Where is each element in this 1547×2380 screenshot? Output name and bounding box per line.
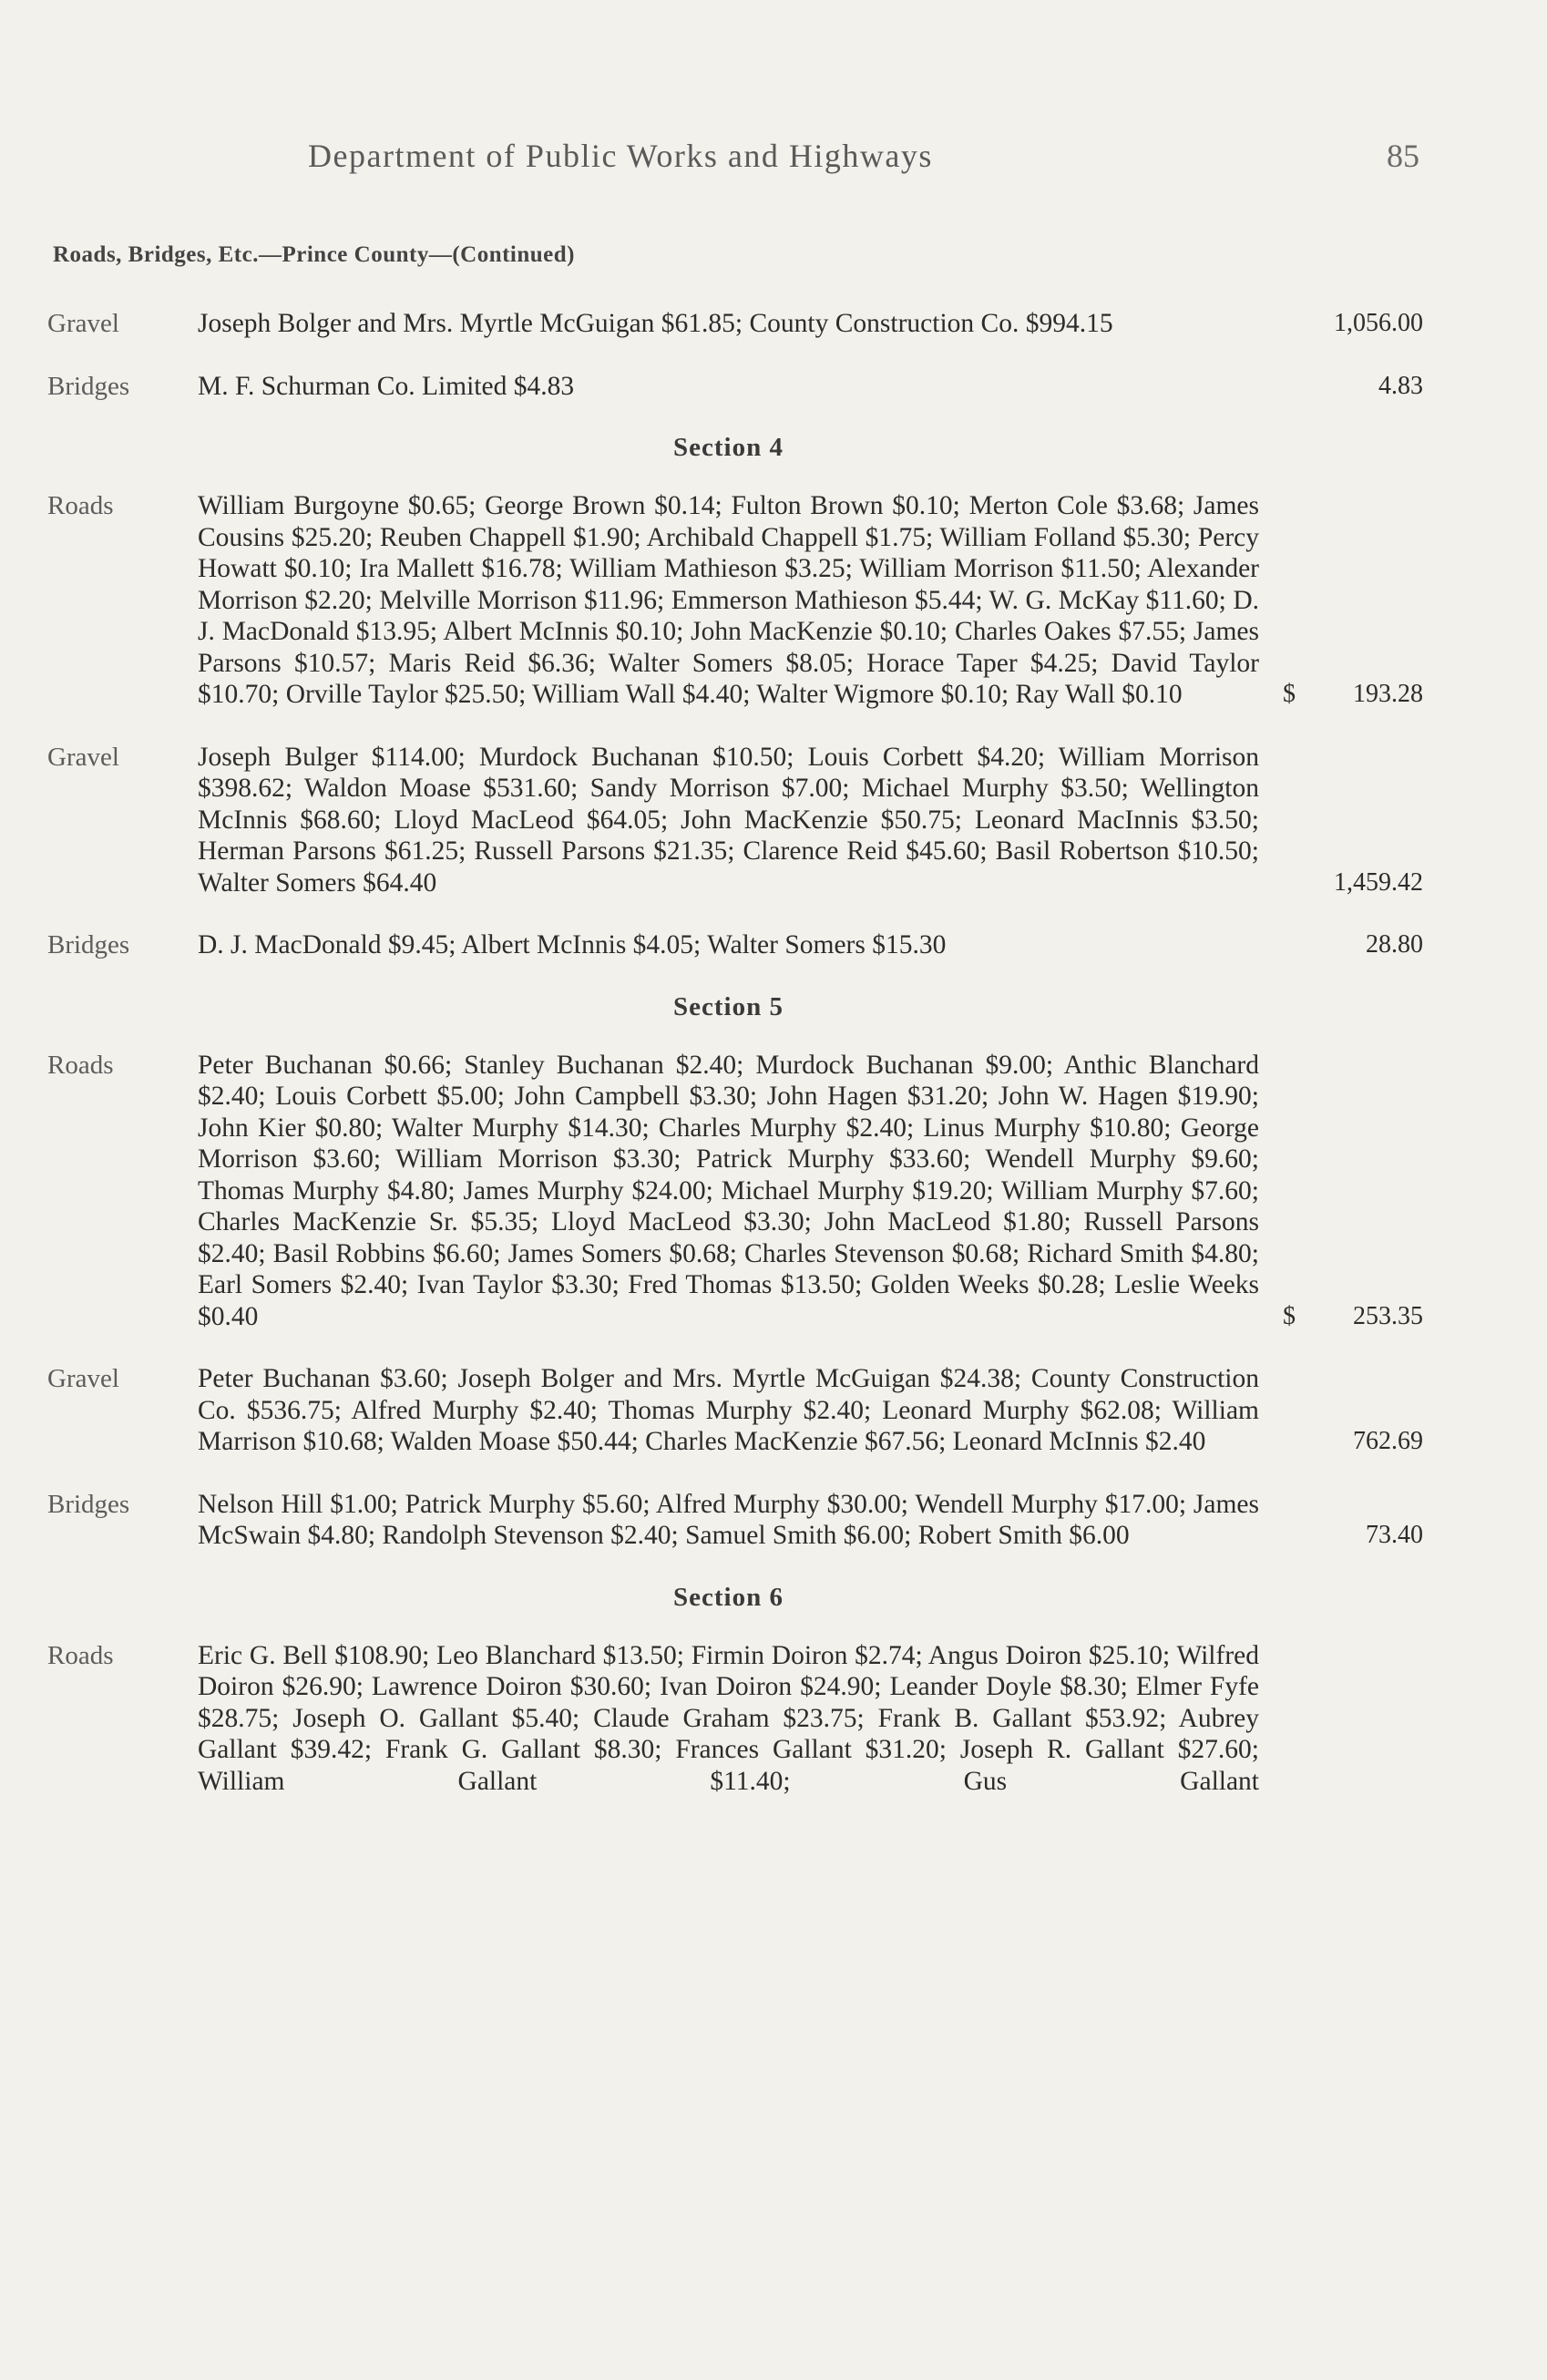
- ledger-content: [47, 308, 1423, 1828]
- entry-amount: 73.40: [1366, 1521, 1423, 1549]
- entry-amount: 193.28: [1353, 680, 1423, 708]
- section-heading: Section 5: [673, 991, 784, 1021]
- entry-payees: William Burgoyne $0.65; George Brown $0.14; Fulton Brown $0.10; Merton Cole $3.68; James Cousins $25.20; Reuben Chappell $1.90; Archibald Chappell $1.75; William Folland $5.30; Percy Howatt $0.10; Ira Mallett $16.78; William Mathieson $3.25; William Morrison $11.50; Alexander Morrison $2.20; Melville Morrison $11.96; Emmerson Mathieson $5.44; W. G. McKay $11.60; D. J. MacDonald $13.95; Albert McInnis $0.10; John MacKenzie $0.10; Charles Oakes $7.55; James Parsons $10.57; Maris Reid $6.36; Walter Somers $8.05; Horace Taper $4.25; David Taylor $10.70; Orville Taylor $25.50; William Wall $4.40; Walter Wigmore $0.10; Ray Wall $0.10: [198, 491, 1259, 709]
- entry-payees: D. J. MacDonald $9.45; Albert McInnis $4.05; Walter Somers $15.30: [198, 930, 947, 959]
- entry-category: Bridges: [47, 371, 130, 401]
- entry-payees: Joseph Bulger $114.00; Murdock Buchanan $10.50; Louis Corbett $4.20; William Morrison $398.62; Waldon Moase $531.60; Sandy Morrison $7.00; Michael Murphy $3.50; Wellington McInnis $68.60; Lloyd MacLeod $64.05; John MacKenzie $50.75; Leonard MacInnis $3.50; Herman Parsons $61.25; Russell Parsons $21.35; Clarence Reid $45.60; Basil Robertson $10.50; Walter Somers $64.40: [198, 742, 1259, 898]
- entry-category: Gravel: [47, 1364, 119, 1393]
- entry-payees: Joseph Bolger and Mrs. Myrtle McGuigan $61.85; County Construction Co. $994.15: [198, 309, 1113, 338]
- entry-category: Roads: [47, 1640, 114, 1670]
- dollar-sign: $: [1283, 1301, 1296, 1330]
- ledger-entry: [47, 1050, 1423, 1333]
- entry-payees: Eric G. Bell $108.90; Leo Blanchard $13.50; Firmin Doiron $2.74; Angus Doiron $25.10; Wilfred Doiron $26.90; Lawrence Doiron $30.60; Ivan Doiron $24.90; Leander Doyle $8.30; Elmer Fyfe $28.75; Joseph O. Gallant $5.40; Claude Graham $23.75; Frank B. Gallant $53.92; Aubrey Gallant $39.42; Frank G. Gallant $8.30; Frances Gallant $31.20; Joseph R. Gallant $27.60; William Gallant $11.40; Gus Gallant: [198, 1640, 1259, 1796]
- running-title: Department of Public Works and Highways: [308, 138, 933, 174]
- entry-amount: 762.69: [1353, 1427, 1423, 1455]
- ledger-entry: [47, 1640, 1423, 1798]
- ledger-entry: [47, 742, 1423, 899]
- entry-amount: 1,056.00: [1334, 309, 1423, 337]
- section-heading: Section 4: [673, 433, 784, 462]
- page-header: [308, 137, 1419, 191]
- entry-amount: 4.83: [1378, 371, 1423, 400]
- page-number: 85: [1387, 138, 1419, 174]
- entry-amount: 253.35: [1353, 1301, 1423, 1330]
- entry-payees: Peter Buchanan $3.60; Joseph Bolger and Mrs. Myrtle McGuigan $24.38; County Construction Co. $536.75; Alfred Murphy $2.40; Thomas Murphy $2.40; Leonard Murphy $62.08; William Marrison $10.68; Walden Moase $50.44; Charles MacKenzie $67.56; Leonard McInnis $2.40: [198, 1364, 1259, 1456]
- entry-category: Bridges: [47, 930, 130, 959]
- entry-category: Bridges: [47, 1489, 130, 1519]
- ledger-entry: [47, 308, 1423, 340]
- entry-payees: Peter Buchanan $0.66; Stanley Buchanan $2.40; Murdock Buchanan $9.00; Anthic Blanchard $2.40; Louis Corbett $5.00; John Campbell $3.30; John Hagen $31.20; John W. Hagen $19.90; John Kier $0.80; Walter Murphy $14.30; Charles Murphy $2.40; Linus Murphy $10.80; George Morrison $3.60; William Morrison $3.30; Patrick Murphy $33.60; Wendell Murphy $9.60; Thomas Murphy $4.80; James Murphy $24.00; Michael Murphy $19.20; William Murphy $7.60; Charles MacKenzie Sr. $5.35; Lloyd MacLeod $3.30; John MacLeod $1.80; Russell Parsons $2.40; Basil Robbins $6.60; James Somers $0.68; Charles Stevenson $0.68; Richard Smith $4.80; Earl Somers $2.40; Ivan Taylor $3.30; Fred Thomas $13.50; Golden Weeks $0.28; Leslie Weeks $0.40: [198, 1050, 1259, 1331]
- section-subheading: Roads, Bridges, Etc.—Prince County—(Continued): [53, 242, 576, 267]
- entry-payees: M. F. Schurman Co. Limited $4.83: [198, 371, 575, 401]
- entry-category: Roads: [47, 1050, 114, 1080]
- ledger-entry: [47, 1363, 1423, 1458]
- ledger-entry: [47, 929, 1423, 961]
- entry-amount: 28.80: [1366, 930, 1423, 959]
- entry-category: Gravel: [47, 309, 119, 338]
- entry-amount: 1,459.42: [1334, 867, 1423, 897]
- dollar-sign: $: [1283, 680, 1296, 708]
- ledger-entry: [47, 371, 1423, 403]
- entry-category: Roads: [47, 491, 114, 520]
- ledger-entry: [47, 490, 1423, 711]
- section-heading: Section 6: [673, 1582, 784, 1612]
- ledger-entry: [47, 1489, 1423, 1552]
- entry-category: Gravel: [47, 742, 119, 772]
- entry-payees: Nelson Hill $1.00; Patrick Murphy $5.60; Alfred Murphy $30.00; Wendell Murphy $17.00; James McSwain $4.80; Randolph Stevenson $2.40; Samuel Smith $6.00; Robert Smith $6.00: [198, 1489, 1259, 1550]
